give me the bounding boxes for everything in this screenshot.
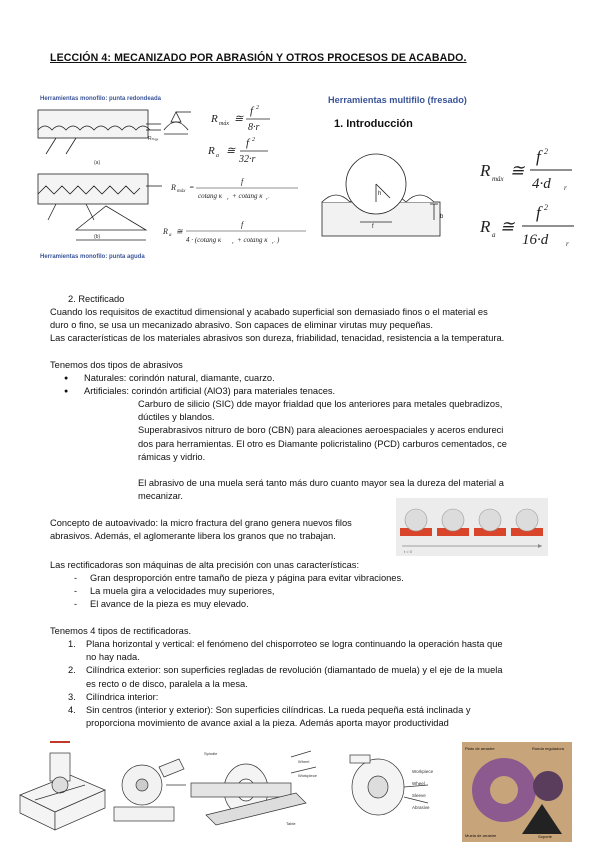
svg-text:máx: máx — [219, 121, 229, 127]
item-number: 3. — [68, 691, 76, 702]
fig3-label: Abrasive — [412, 805, 430, 810]
svg-text:r: r — [566, 240, 569, 248]
maquinas-list — [60, 572, 404, 612]
svg-text:r: r — [227, 196, 229, 201]
svg-text:2: 2 — [544, 147, 548, 156]
list-item: - La muela gira a velocidades muy superiores, — [60, 585, 404, 598]
sub-line: dúctiles y blandos. — [138, 412, 215, 423]
item-line: Cilíndrica exterior: son superficies regladas de revolución (diamantado de muela) y el eje de la muela — [86, 665, 503, 676]
grain-sequence — [396, 498, 548, 556]
multifilo-section-title: 1. Introducción — [334, 118, 413, 130]
monofilo-figure — [36, 94, 326, 264]
svg-text:b: b — [440, 214, 444, 220]
autoavivado-image — [396, 498, 548, 556]
monofilo-label-a: (a) — [94, 160, 101, 166]
sub-line: El abrasivo de una muela será tanto más duro cuanto mayor sea la dureza del material a — [138, 478, 504, 489]
monofilo-caption-top: Herramientas monofilo: punta redondeada — [40, 96, 162, 102]
item-line: Sin centros (interior y exterior): Son superficies cilíndricas. La rueda pequeña está inclinada y — [86, 705, 471, 716]
list-item — [50, 664, 503, 690]
svg-text:a: a — [492, 231, 496, 239]
abrasivos-list — [54, 372, 335, 398]
tipos-list — [50, 638, 503, 730]
item-number: 4. — [68, 705, 76, 716]
svg-text:32·r: 32·r — [239, 154, 256, 165]
fig4-label: Plato de arrastre — [465, 746, 495, 751]
list-item: - Gran desproporción entre tamaño de pieza y página para evitar vibraciones. — [60, 572, 404, 585]
svg-text:≅: ≅ — [234, 113, 244, 125]
svg-text:≅: ≅ — [226, 145, 236, 157]
rect-p1-line: Las características de los materiales abrasivos son dureza, friabilidad, tenacidad, resistencia a la temperatura. — [50, 333, 505, 344]
rect-p1-line: duro o fino, se usa un mecanizado abrasivo. Son capaces de eliminar virutas muy pequeñas. — [50, 320, 433, 331]
list-item — [50, 638, 503, 664]
sub-line: dos para herramientas. El otro es Diamante policristalino (PCD) carburos cementados, ce — [138, 438, 507, 449]
list-item — [50, 704, 503, 730]
abrasivos-sub-block — [138, 398, 507, 504]
centerless-figure — [338, 745, 453, 840]
fig4-label: Muela de arrastre — [465, 833, 497, 838]
svg-text:f: f — [536, 203, 541, 222]
svg-text:Workpiece: Workpiece — [298, 773, 317, 778]
fig4-label: Soporte — [538, 834, 553, 839]
sub-line: mecanizar. — [138, 491, 183, 502]
cylindrical-int-figure — [186, 745, 336, 840]
svg-text:a: a — [216, 153, 219, 159]
svg-text:16·d: 16·d — [522, 232, 549, 248]
svg-text:2: 2 — [252, 137, 255, 143]
svg-text:): ) — [277, 236, 280, 244]
svg-text:r: r — [564, 184, 567, 192]
autoavivado-line: Concepto de autoavivado: la micro fractura del grano genera nuevos filos — [50, 518, 352, 528]
svg-text:≅: ≅ — [510, 161, 525, 180]
list-item: ● Naturales: corindón natural, diamante, cuarzo. — [54, 372, 335, 385]
monofilo-label-b: (b) — [94, 234, 101, 240]
monofilo-caption-bottom: Herramientas monofilo: punta aguda — [40, 254, 145, 260]
fig3-label: Workpiece — [412, 769, 434, 774]
item-line: no hay nada. — [86, 652, 140, 663]
item-number: 2. — [68, 665, 76, 676]
item-line: Cilíndrica interior: — [86, 691, 159, 702]
list-item — [50, 691, 503, 704]
milling-diagram — [320, 150, 460, 260]
svg-text:f: f — [536, 147, 541, 166]
sub-line: Superabrasivos nitruro de boro (CBN) para aleaciones aeroespaciales y aceros endureci — [138, 425, 504, 436]
svg-text:máx: máx — [492, 175, 504, 183]
sub-line: Carburo de silicio (SIC) dde mayor frialdad que los anteriores para metales quebradizos, — [138, 399, 503, 409]
centerless-wheel-figure — [462, 742, 572, 842]
autoavivado-text — [50, 517, 352, 543]
item-line: es recto o de disco, paralela a la mesa. — [86, 678, 248, 689]
fig4-label: Rueda reguladora — [532, 746, 565, 751]
fig3-label: Sleeve — [412, 793, 426, 798]
svg-text:≅: ≅ — [176, 227, 183, 236]
svg-text:R: R — [480, 161, 491, 180]
page-title: LECCIÓN 4: MECANIZADO POR ABRASIÓN Y OTROS PROCESOS DE ACABADO. — [50, 52, 467, 64]
grain-axis-label: t = 0 — [404, 549, 412, 554]
tipos-intro: Tenemos 4 tipos de rectificadoras. — [50, 626, 192, 636]
svg-text:R: R — [480, 217, 491, 236]
surface-grinder-figure — [10, 745, 110, 840]
svg-text:f: f — [246, 137, 250, 149]
svg-text:+ cotang κ: + cotang κ — [237, 236, 268, 244]
list-item: ● Artificiales: corindón artificial (AlO3) para materiales tenaces. — [54, 385, 335, 398]
svg-text:f: f — [241, 177, 244, 186]
maquinas-intro: Las rectificadoras son máquinas de alta precisión con unas características: — [50, 560, 360, 570]
svg-text:Wheel: Wheel — [298, 759, 310, 764]
svg-text:R: R — [211, 113, 218, 125]
monofilo-label-rmax: Rₘₐₓ — [148, 136, 159, 142]
rect-p1-line: Cuando los requisitos de exactitud dimensional y acabado superficial son demasiado finos o el material es — [50, 307, 488, 317]
item-number: 1. — [68, 639, 76, 649]
svg-text:4 · (cotang κ: 4 · (cotang κ — [186, 236, 222, 244]
multifilo-formulas — [478, 140, 578, 250]
svg-text:Spindle: Spindle — [204, 751, 218, 756]
svg-text:=: = — [189, 183, 195, 192]
svg-text:2: 2 — [256, 105, 259, 111]
sub-spacer — [138, 464, 507, 477]
svg-text:R: R — [163, 227, 168, 236]
svg-text:a: a — [169, 233, 172, 238]
multifilo-heading: Herramientas multifilo (fresado) — [328, 95, 467, 105]
item-line: Plana horizontal y vertical: el fenómeno del chisporroteo se logra continuando la operación hasta que — [86, 639, 503, 649]
fig3-label: Wheel — [412, 781, 425, 786]
autoavivado-line: abrasivos. Además, el aglomerante libera los granos que no trabajan. — [50, 531, 336, 542]
abrasivos-intro: Tenemos dos tipos de abrasivos — [50, 360, 183, 370]
svg-text:f: f — [241, 220, 244, 229]
svg-text:máx: máx — [177, 189, 186, 194]
cylindrical-ext-figure — [104, 745, 189, 840]
svg-text:R: R — [208, 145, 215, 157]
monofilo-drawing — [36, 94, 326, 264]
svg-text:r': r' — [266, 196, 269, 201]
list-item: - El avance de la pieza es muy elevado. — [60, 598, 404, 611]
svg-text:2: 2 — [544, 203, 548, 212]
item-line: proporciona movimiento de avance axial a la pieza. Además aporta mayor productividad — [86, 718, 449, 729]
rectificado-heading: 2. Rectificado — [68, 294, 125, 304]
sub-line: rámicas y vidrio. — [138, 451, 206, 462]
svg-text:≅: ≅ — [500, 217, 515, 236]
svg-text:r': r' — [272, 240, 275, 245]
svg-text:4·d: 4·d — [532, 176, 551, 192]
svg-text:cotang κ: cotang κ — [198, 192, 223, 200]
svg-text:8·r: 8·r — [248, 122, 260, 133]
svg-text:+ cotang κ: + cotang κ — [232, 192, 263, 200]
rectificado-paragraph — [50, 306, 504, 346]
svg-text:r: r — [232, 240, 234, 245]
svg-text:Table: Table — [286, 821, 296, 826]
svg-text:h: h — [378, 191, 382, 197]
svg-text:f: f — [372, 224, 374, 230]
red-mark — [50, 741, 70, 743]
svg-text:f: f — [250, 105, 254, 117]
svg-text:R: R — [171, 183, 176, 192]
